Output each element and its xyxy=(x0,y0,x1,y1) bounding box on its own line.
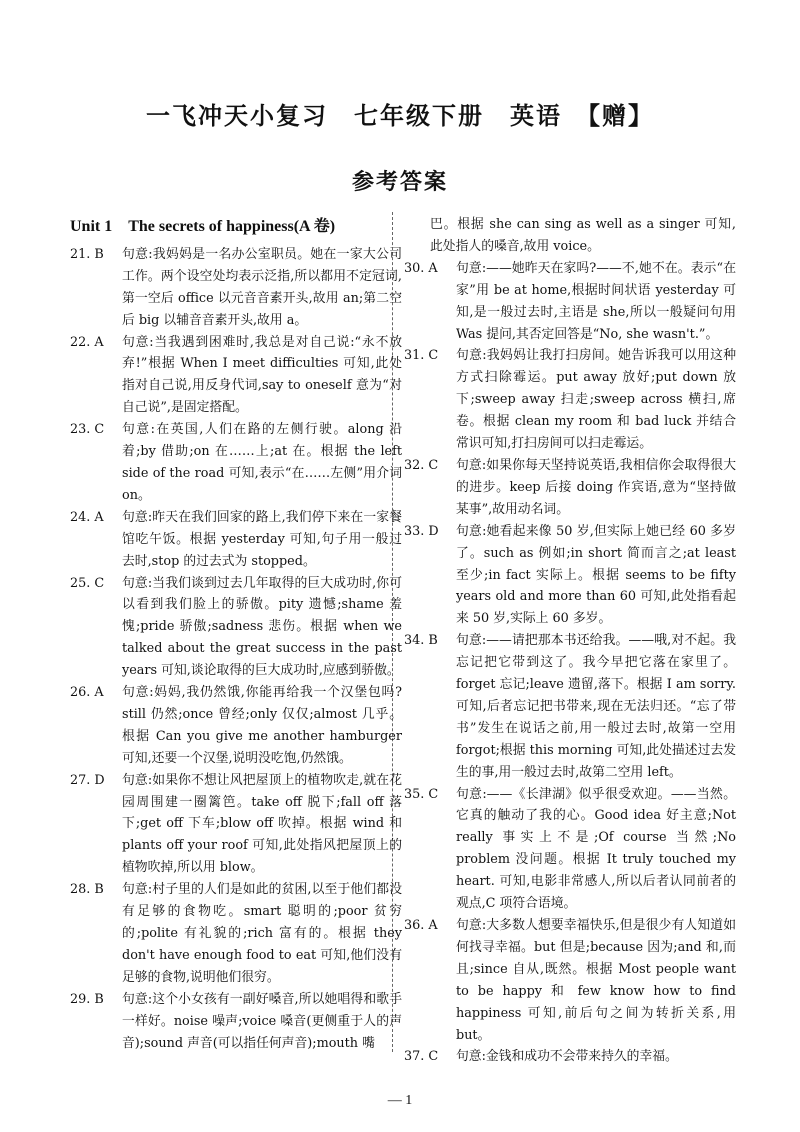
answer-number: 34. B xyxy=(404,633,438,649)
answer-explanation: 句意:在英国,人们在路的左侧行驶。along 沿着;by 借助;on 在……上;at 在。根据 the left side of the road 可知,表示“在……左侧”用介词 on。 xyxy=(122,422,402,503)
answer-item xyxy=(404,784,736,915)
right-column xyxy=(404,214,736,1068)
unit-heading: Unit 1 The secrets of happiness(A 卷) xyxy=(70,218,336,235)
answer-explanation: 句意:如果你不想让风把屋顶上的植物吹走,就在花园周围建一圈篱笆。take off 脱下;fall off 落下;get off 下车;blow off 吹掉。根据 wind 和 plants off your roof 可知,此处指风把屋顶上的植物吹掉,所以用 blow。 xyxy=(122,772,402,876)
answer-explanation: 句意:这个小女孩有一副好嗓音,所以她唱得和歌手一样好。noise 噪声;voice 嗓音(更侧重于人的声音);sound 声音(可以指任何声音);mouth 嘴 xyxy=(122,991,402,1051)
answer-item xyxy=(70,989,402,1055)
answer-number: 37. C xyxy=(404,1049,439,1065)
left-answer-list xyxy=(70,244,402,1055)
left-column xyxy=(70,214,402,1054)
answer-item xyxy=(70,770,402,880)
answer-number: 28. B xyxy=(70,882,104,898)
answer-explanation: 句意:——《长津湖》似乎很受欢迎。——当然。它真的触动了我的心。Good idea 好主意;Not really 事实上不是;Of course 当然;No problem 没问题。根据 It truly touched my heart. 可知,电影非常感人,所以后者认同前者的观点,C 项符合语境。 xyxy=(456,786,736,912)
answer-explanation: 句意:如果你每天坚持说英语,我相信你会取得很大的进步。keep 后接 doing 作宾语,意为“坚持做某事”,故用动名词。 xyxy=(456,457,736,517)
answer-explanation: 句意:——她昨天在家吗?——不,她不在。表示“在家”用 be at home,根据时间状语 yesterday 可知,是一般过去时,主语是 she,所以一般疑问句用 Was 提问,其否定回答是“No, she wasn't.”。 xyxy=(456,260,736,342)
answer-number: 30. A xyxy=(404,260,438,276)
answer-explanation: 句意:昨天在我们回家的路上,我们停下来在一家餐馆吃午饭。根据 yesterday 可知,句子用一般过去时,stop 的过去式为 stopped。 xyxy=(122,509,402,569)
answer-number: 24. A xyxy=(70,509,104,525)
answer-number: 27. D xyxy=(70,772,105,788)
answer-item xyxy=(70,682,402,770)
answer-number: 22. A xyxy=(70,334,104,350)
answer-number: 21. B xyxy=(70,246,104,262)
answer-number: 31. C xyxy=(404,348,439,364)
answer-number: 26. A xyxy=(70,685,104,701)
right-answer-list xyxy=(404,258,736,1069)
answer-explanation: 句意:——请把那本书还给我。——哦,对不起。我忘记把它带到这了。我今早把它落在家里了。forget 忘记;leave 遗留,落下。根据 I am sorry. 可知,后者忘记把书带来,现在无法归还。“忘了带书”发生在说话之前,用一般过去时,故第一空用 forgot;根据 this morning 可知,此处描述过去发生的事,用一般过去时,故第二空用 left。 xyxy=(456,633,736,780)
answer-item xyxy=(70,419,402,507)
answer-key-heading: 参考答案 xyxy=(351,170,448,195)
answer-item xyxy=(70,879,402,989)
answer-item xyxy=(70,507,402,573)
continued-text: 巴。根据 she can sing as well as a singer 可知,此处指人的嗓音,故用 voice。 xyxy=(430,217,736,254)
page-number: — 1 xyxy=(387,1093,413,1108)
answer-item xyxy=(70,332,402,420)
answer-explanation: 句意:我妈妈让我打扫房间。她告诉我可以用这种方式扫除霉运。put away 放好;put down 放下;sweep away 扫走;sweep across 横扫,席卷。根据 clean my room 和 bad luck 并结合常识可知,打扫房间可以扫走霉运。 xyxy=(456,348,736,452)
answer-item xyxy=(404,258,736,346)
answer-item xyxy=(70,244,402,332)
answer-explanation: 句意:我妈妈是一名办公室职员。她在一家大公司工作。两个设空处均表示泛指,所以都用不定冠词,第一空后 office 以元音音素开头,故用 an;第二空后 big 以辅音音素开头,故用 a。 xyxy=(122,246,402,328)
answer-explanation: 句意:当我遇到困难时,我总是对自己说:“永不放弃!”根据 When I meet difficulties 可知,此处指对自己说,用反身代词,say to oneself 意为“对自己说”,是固定搭配。 xyxy=(122,334,402,416)
answer-item xyxy=(404,455,736,521)
answer-explanation: 句意:大多数人想要幸福快乐,但是很少有人知道如何找寻幸福。but 但是;because 因为;and 和,而且;since 自从,既然。根据 Most people want to be happy 和 few know how to find happiness 可知,前后句之间为转折关系,用 but。 xyxy=(456,918,736,1043)
answer-number: 32. C xyxy=(404,457,439,473)
answer-item xyxy=(404,521,736,631)
answer-number: 23. C xyxy=(70,422,105,438)
answer-number: 33. D xyxy=(404,523,439,539)
answer-number: 35. C xyxy=(404,786,439,802)
answer-explanation: 句意:妈妈,我仍然饿,你能再给我一个汉堡包吗?still 仍然;once 曾经;only 仅仅;almost 几乎。根据 Can you give me another hamburger 可知,还要一个汉堡,说明没吃饱,仍然饿。 xyxy=(122,685,402,766)
answer-explanation: 句意:金钱和成功不会带来持久的幸福。 xyxy=(456,1049,678,1065)
answer-explanation: 句意:村子里的人们是如此的贫困,以至于他们都没有足够的食物吃。smart 聪明的;poor 贫穷的;polite 有礼貌的;rich 富有的。根据 they don't have enough food to eat 可知,他们没有足够的食物,说明他们很穷。 xyxy=(122,882,402,985)
answer-item xyxy=(404,345,736,455)
answer-number: 25. C xyxy=(70,575,105,591)
answer-item xyxy=(404,1046,736,1068)
answer-number: 29. B xyxy=(70,991,104,1007)
answer-explanation: 句意:她看起来像 50 岁,但实际上她已经 60 多岁了。such as 例如;in short 简而言之;at least 至少;in fact 实际上。根据 seems to be fifty years old and more than 60 可知,此处指看起来 50 岁,实际上 60 多岁。 xyxy=(456,523,736,627)
answer-item xyxy=(404,915,736,1046)
answer-explanation: 句意:当我们谈到过去几年取得的巨大成功时,你可以看到我们脸上的骄傲。pity 遗憾;shame 羞愧;pride 骄傲;sadness 悲伤。根据 when we talked about the great success in the past years 可知,谈论取得的巨大成功时,应感到骄傲。 xyxy=(122,575,402,679)
answer-item xyxy=(404,630,736,783)
answer-item xyxy=(70,573,402,683)
page-title: 一飞冲天小复习 七年级下册 英语 【赠】 xyxy=(146,102,654,130)
answer-number: 36. A xyxy=(404,918,438,933)
